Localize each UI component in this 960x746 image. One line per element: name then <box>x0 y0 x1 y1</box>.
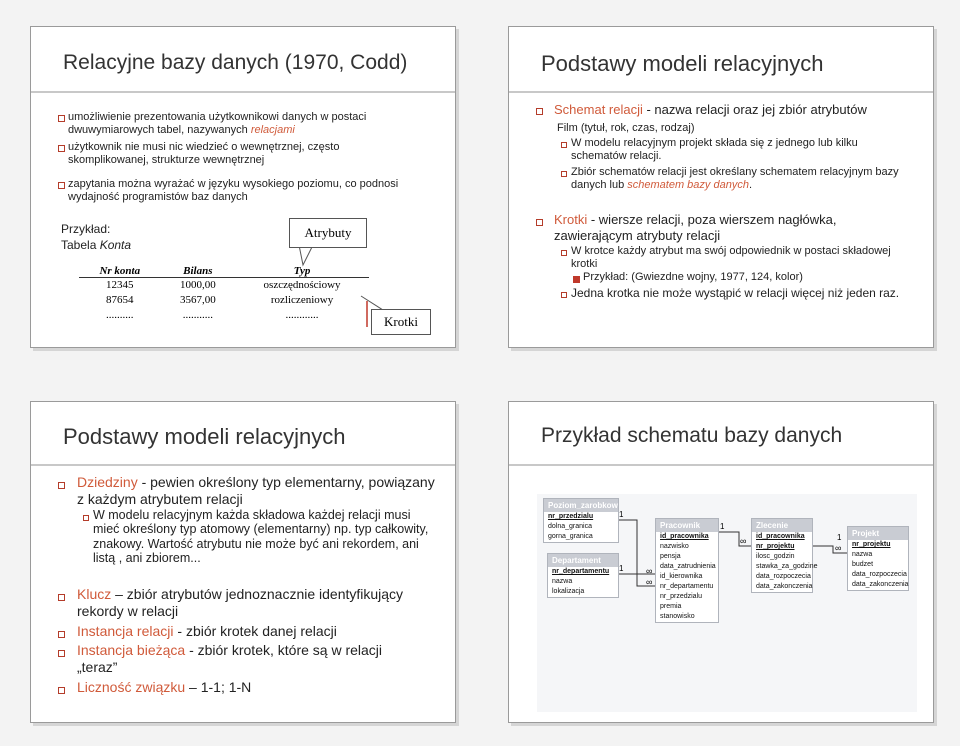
entity-field: data_rozpoczecia <box>756 573 811 580</box>
sub-bullet-item: W modelu relacyjnym projekt składa się z jednego lub kilku schematów relacji. <box>571 137 858 163</box>
entity-field: stawka_za_godzine <box>756 563 818 570</box>
slide-relational-model-basics-2 <box>30 401 456 723</box>
entity-field: stanowisko <box>660 613 695 620</box>
sub-sub-bullet-item: Przykład: (Gwiezdne wojny, 1977, 124, kolor) <box>583 271 803 283</box>
bullet-item <box>77 679 437 696</box>
bullet-item <box>77 623 437 640</box>
entity-field: nazwisko <box>660 543 689 550</box>
entity-field: ilosc_godzin <box>756 553 795 560</box>
table-row <box>79 293 369 308</box>
table-header-row <box>79 265 369 278</box>
slide-title: Podstawy modeli relacyjnych <box>541 51 824 76</box>
sub-bullet-marker <box>83 515 89 521</box>
bullet-text: . <box>748 179 752 192</box>
table-cell: 3567,00 <box>179 294 216 306</box>
schema-example: Film (tytuł, rok, czas, rodzaj) <box>557 122 695 134</box>
entity-projekt <box>847 526 909 591</box>
bullet-marker <box>58 650 65 657</box>
table-header-cell: Nr konta <box>79 265 161 278</box>
table-cell: oszczędnościowy <box>263 279 341 291</box>
table-header-cell: Typ <box>235 265 369 278</box>
entity-header: Projekt <box>848 527 908 540</box>
table-cell: .......... <box>106 309 134 321</box>
bullet-text: umożliwienie prezentowania użytkownikowi danych w postaci dwuwymiarowych tabel, nazywanych <box>68 111 367 137</box>
table-cell: rozliczeniowy <box>270 294 334 306</box>
sub-bullet-marker <box>561 142 567 148</box>
bullet-text: - pewien określony typ elementarny, powiązany z każdym atrybutem relacji <box>77 474 435 508</box>
entity-header: Departament <box>548 554 618 567</box>
entity-field: data_zakonczenia <box>852 581 909 588</box>
example-label: Przykład: <box>61 222 111 236</box>
entity-field: data_zakonczenia <box>756 583 813 590</box>
entity-field: nazwa <box>852 551 873 558</box>
slide-relational-model-basics <box>508 26 934 348</box>
entity-header: Zlecenie <box>752 519 812 532</box>
cardinality-label: 1 <box>619 564 624 573</box>
sub-bullet-marker <box>561 171 567 177</box>
bullet-text: – 1-1; 1-N <box>185 679 252 695</box>
bullet-item <box>77 642 417 676</box>
bullet-term: relacjami <box>250 124 295 137</box>
bullet-term: Krotki <box>554 212 588 227</box>
accounts-table <box>79 265 369 323</box>
entity-field: premia <box>660 603 682 610</box>
entity-field: nazwa <box>552 578 573 585</box>
bullet-text: - zbiór krotek danej relacji <box>173 623 337 639</box>
bullet-marker <box>536 219 543 226</box>
slide-title: Przykład schematu bazy danych <box>541 424 843 447</box>
relationship-line <box>811 546 847 553</box>
slide-database-schema-example <box>508 401 934 723</box>
table-cell: 87654 <box>106 294 134 306</box>
bullet-item <box>554 212 904 244</box>
attributes-callout: Atrybuty <box>289 218 367 248</box>
sub-bullet-marker <box>561 250 567 256</box>
table-cell: 1000,00 <box>179 279 216 291</box>
bullet-text: - zbiór krotek, które są w relacji „teraz” <box>77 642 383 676</box>
bullet-term: Liczność <box>77 679 132 695</box>
entity-field: nr_departamentu <box>552 568 610 575</box>
bullet-marker <box>58 482 65 489</box>
bullet-term: Schemat relacji <box>554 102 643 117</box>
bullet-text: - nazwa relacji oraz jej zbiór atrybutów <box>642 102 867 117</box>
title-divider <box>509 91 933 93</box>
entity-field: id_pracownika <box>756 533 805 540</box>
bullet-item <box>77 586 417 620</box>
table-row <box>79 308 369 323</box>
bullet-term: schematem bazy danych <box>627 179 749 192</box>
bullet-term: Klucz <box>77 586 112 602</box>
bullet-marker <box>58 594 65 601</box>
entity-field: nr_przedzialu <box>548 513 594 520</box>
sub-sub-bullet-marker <box>573 276 580 283</box>
cardinality-label: 1 <box>837 533 842 542</box>
entity-zlecenie <box>751 518 818 593</box>
bullet-term: związku <box>135 679 186 695</box>
cardinality-label: 1 <box>720 522 725 531</box>
entity-departament <box>547 553 619 598</box>
bullet-marker <box>58 687 65 694</box>
sub-bullet-item: W krotce każdy atrybut ma swój odpowiednik w postaci składowej krotki <box>571 245 891 271</box>
title-divider <box>31 464 455 466</box>
table-cell: ........... <box>182 309 213 321</box>
table-cell: 12345 <box>106 279 134 291</box>
rows-callout: Krotki <box>371 309 431 335</box>
sub-bullet-item: Jedna krotka nie może wystąpić w relacji więcej niż jeden raz. <box>571 286 900 300</box>
entity-header: Pracownik <box>656 519 718 532</box>
cardinality-label: ∞ <box>646 566 653 576</box>
entity-field: pensja <box>660 553 681 560</box>
cardinality-label: ∞ <box>646 577 653 587</box>
bullet-text: – zbiór atrybutów jednoznacznie identyfikujący rekordy w relacji <box>77 586 404 620</box>
entity-field: nr_departamentu <box>660 583 714 590</box>
slide-title: Podstawy modeli relacyjnych <box>63 424 346 449</box>
sub-bullet-marker <box>561 292 567 298</box>
bullet-term: Instancja relacji <box>77 623 174 639</box>
entity-field: data_rozpoczecia <box>852 571 907 578</box>
cardinality-label: 1 <box>619 510 624 519</box>
bullet-text: - wiersze relacji, poza wierszem nagłówka, zawierającym atrybuty relacji <box>554 212 837 243</box>
slide-title: Relacyjne bazy danych (1970, Codd) <box>63 51 408 74</box>
bullet-item: zapytania można wyrażać w języku wysokiego poziomu, co podnosi wydajność programistów baz danych <box>68 178 399 204</box>
cardinality-label: ∞ <box>835 543 842 553</box>
bullet-text: Zbiór schematów relacji jest określany schematem relacyjnym bazy danych lub <box>571 166 899 192</box>
entity-field: id_pracownika <box>660 533 709 540</box>
entity-field: data_zatrudnienia <box>660 563 716 570</box>
bullet-item <box>77 474 437 508</box>
bullet-marker <box>536 108 543 115</box>
entity-field: nr_projektu <box>852 541 891 548</box>
entity-field: id_kierownika <box>660 573 703 580</box>
bullet-item: użytkownik nie musi nic wiedzieć o wewnętrznej, często skomplikowanej, strukturze wewnętrznej <box>68 141 340 167</box>
bullet-term: Instancja bieżąca <box>77 642 186 658</box>
entity-field: gorna_granica <box>548 533 593 540</box>
entity-poziom-zarobkow <box>543 498 619 543</box>
table-header-cell: Bilans <box>161 265 236 278</box>
entity-field: lokalizacja <box>552 588 585 595</box>
entity-field: nr_projektu <box>756 543 795 550</box>
slide-relational-databases <box>30 26 456 348</box>
entity-header: Poziom_zarobkow <box>544 499 618 512</box>
bullet-item <box>554 102 924 118</box>
table-row <box>79 278 369 294</box>
bullet-term: Dziedziny <box>77 474 138 490</box>
example-caption-prefix: Tabela <box>61 238 100 252</box>
table-cell: ............ <box>285 309 319 321</box>
entity-field: budzet <box>852 561 874 568</box>
attributes-callout-tail <box>299 245 313 265</box>
example-table-name: Konta <box>99 238 132 252</box>
sub-bullet-item <box>571 166 916 193</box>
cardinality-label: ∞ <box>740 536 747 546</box>
entity-field: nr_przedzialu <box>660 593 703 600</box>
entity-pracownik <box>655 518 719 623</box>
bullet-marker <box>58 631 65 638</box>
sub-bullet-item: W modelu relacyjnym każda składowa każdej relacji musi mieć określony typ atomowy (elementarny) np. typ całkowity, znakowy. Wartość atrybutu nie może być ani rekordem, ani listą , ani zbiorem... <box>93 508 429 566</box>
entity-field: dolna_granica <box>548 523 592 530</box>
